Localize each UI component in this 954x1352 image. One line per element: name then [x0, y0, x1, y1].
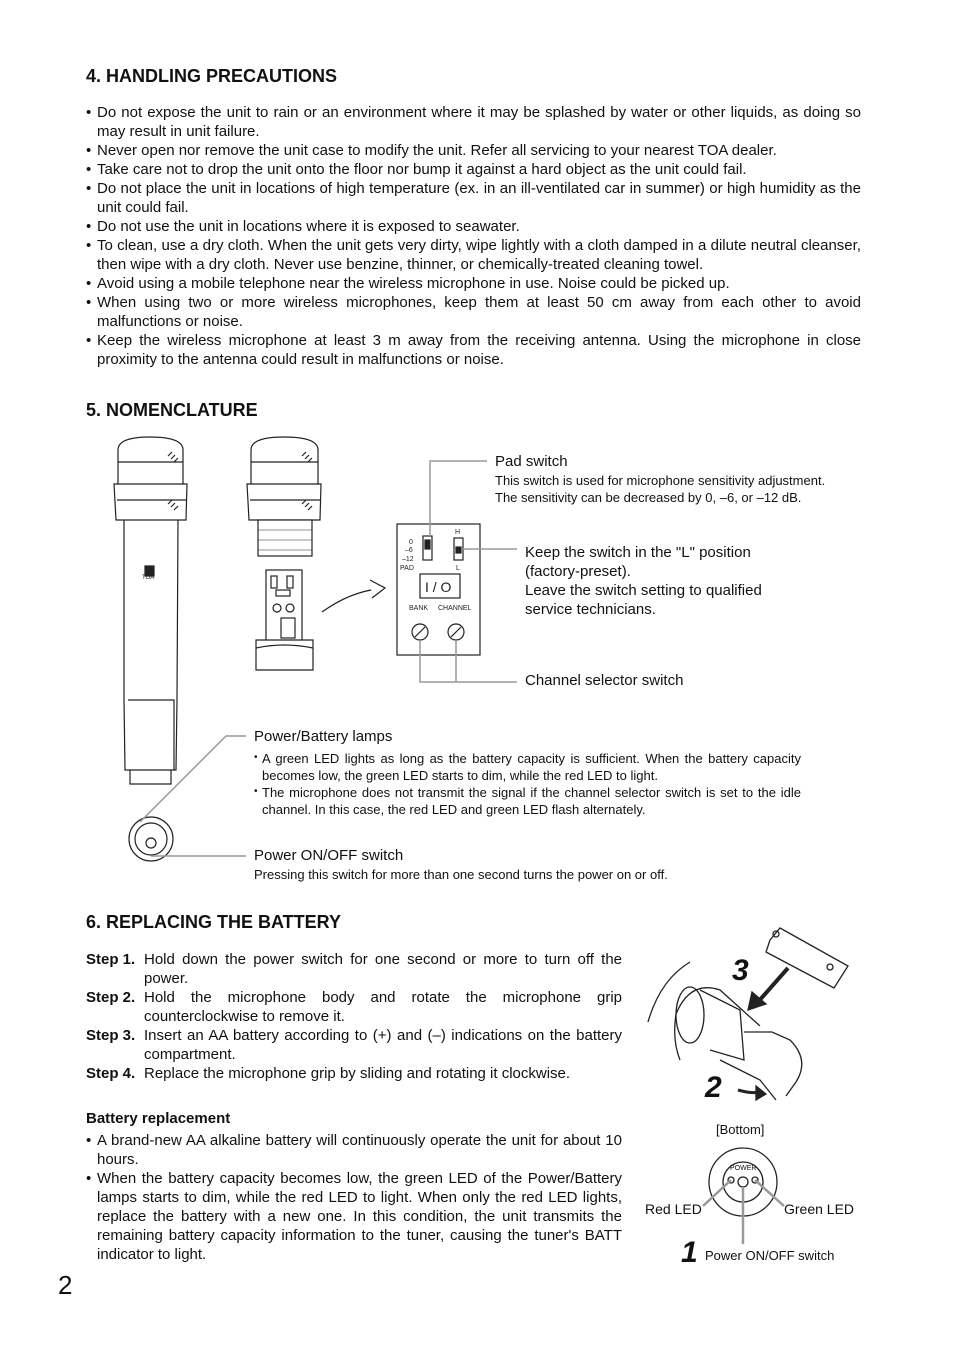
panel-channel: CHANNEL [438, 605, 472, 612]
green-led-label: Green LED [784, 1201, 855, 1217]
section-title-nomenclature: 5. NOMENCLATURE [86, 400, 258, 420]
step-number-3: 3 [732, 954, 749, 987]
step-text: Hold the microphone body and rotate the microphone grip counterclockwise to remove it. [144, 989, 622, 1025]
power-switch-bottom-illustration [129, 817, 173, 861]
step-row [86, 1064, 622, 1083]
section-title-battery: 6. REPLACING THE BATTERY [86, 912, 342, 932]
panel-pad-6: –6 [405, 547, 413, 554]
panel-bank: BANK [409, 605, 429, 612]
step-text: Replace the microphone grip by sliding and rotating it clockwise. [144, 1065, 571, 1082]
step-row [86, 1026, 622, 1064]
step-text: Hold down the power switch for one second or more to turn off the power. [144, 951, 622, 987]
list-item: • Avoid using a mobile telephone near the wireless microphone in use. Noise could be picked up. [86, 274, 861, 293]
battery-steps [86, 950, 622, 1083]
step-label: Step 2. [86, 989, 136, 1006]
callout-lamps [140, 736, 246, 822]
list-item: • To clean, use a dry cloth. When the unit gets very dirty, wipe lightly with a cloth damped in a dilute neutral cleanser, then wipe with a dry cloth. Never use benzine, thinner, or chemically-treated cleaning towel. [86, 236, 861, 274]
list-item: • Do not place the unit in locations of high temperature (ex. in an ill-ventilated car in summer) or high humidity as the unit could fail. [86, 179, 861, 217]
page-number: 2 [58, 1270, 73, 1300]
list-item: • A brand-new AA alkaline battery will continuously operate the unit for about 10 hours. [86, 1131, 622, 1169]
battery-replacement-list [86, 1131, 622, 1264]
step-label: Step 1. [86, 951, 136, 968]
power-switch-desc: Pressing this switch for more than one second turns the power on or off. [254, 867, 668, 882]
power-label: POWER [730, 1165, 757, 1172]
panel-l: L [456, 565, 460, 572]
microphone-full-illustration [114, 437, 187, 784]
list-item: • Do not use the unit in locations where it is exposed to seawater. [86, 217, 861, 236]
list-item: • Never open nor remove the unit case to modify the unit. Refer all servicing to your nearest TOA dealer. [86, 141, 861, 160]
step-label: Step 3. [86, 1027, 136, 1044]
list-item: • The microphone does not transmit the signal if the channel selector switch is set to the idle channel. In this case, the red LED and green LED flash alternately. [254, 784, 801, 818]
pad-switch-desc-2: The sensitivity can be decreased by 0, –6, or –12 dB. [495, 490, 802, 505]
microphone-body-illustration [247, 437, 321, 670]
list-item: • Take care not to drop the unit onto the floor nor bump it against a hard object as the unit could fail. [86, 160, 861, 179]
hl-switch-line-2: (factory-preset). [525, 563, 631, 580]
lamps-list [254, 750, 801, 818]
panel-pad-12: –12 [402, 556, 414, 563]
pad-switch-desc-1: This switch is used for microphone sensitivity adjustment. [495, 473, 826, 488]
battery-replacement-title: Battery replacement [86, 1110, 231, 1127]
hl-switch-line-1: Keep the switch in the "L" position [525, 544, 751, 561]
power-switch-label: Power ON/OFF switch [705, 1248, 835, 1263]
list-item: • Do not expose the unit to rain or an environment where it may be splashed by water or other liquids, as doing so may result in unit failure. [86, 103, 861, 141]
list-item: • Keep the wireless microphone at least 3 m away from the receiving antenna. Using the microphone in close proximity to the antenna could result in malfunctions or noise. [86, 331, 861, 369]
channel-selector-label: Channel selector switch [525, 672, 684, 689]
panel-pad-label: PAD [400, 565, 414, 572]
step-row [86, 950, 622, 988]
red-led-label: Red LED [645, 1201, 702, 1217]
step-row [86, 988, 622, 1026]
step-label: Step 4. [86, 1065, 136, 1082]
list-item: • When using two or more wireless microphones, keep them at least 50 cm away from each other to avoid malfunctions or noise. [86, 293, 861, 331]
panel-h: H [455, 529, 461, 536]
list-item: • When the battery capacity becomes low, the green LED of the Power/Battery lamps starts to dim, while the red LED to light. When only the red LED lights, replace the battery with a new one. In this condition, the unit transmits the remaining battery capacity information to the tuner, causing the tuner's BATT indicator to light. [86, 1169, 622, 1264]
power-switch-title: Power ON/OFF switch [254, 847, 404, 864]
step-number-2: 2 [705, 1071, 722, 1104]
hl-switch-line-4: service technicians. [525, 601, 656, 618]
logo-text: TOA [142, 575, 155, 581]
step-text: Insert an AA battery according to (+) and (–) indications on the battery compartment. [144, 1027, 622, 1063]
panel-io: I / O [425, 579, 452, 595]
list-item: • A green LED lights as long as the battery capacity is sufficient. When the battery capacity becomes low, the green LED starts to dim, while the red LED to light. [254, 750, 801, 784]
lamps-title: Power/Battery lamps [254, 728, 393, 745]
panel-pad-0: 0 [409, 539, 413, 546]
hl-switch-line-3: Leave the switch setting to qualified [525, 582, 762, 599]
pad-switch-title: Pad switch [495, 453, 568, 470]
step-number-1: 1 [681, 1236, 698, 1269]
bottom-label: [Bottom] [716, 1122, 765, 1137]
section-title-handling: 4. HANDLING PRECAUTIONS [86, 66, 338, 86]
